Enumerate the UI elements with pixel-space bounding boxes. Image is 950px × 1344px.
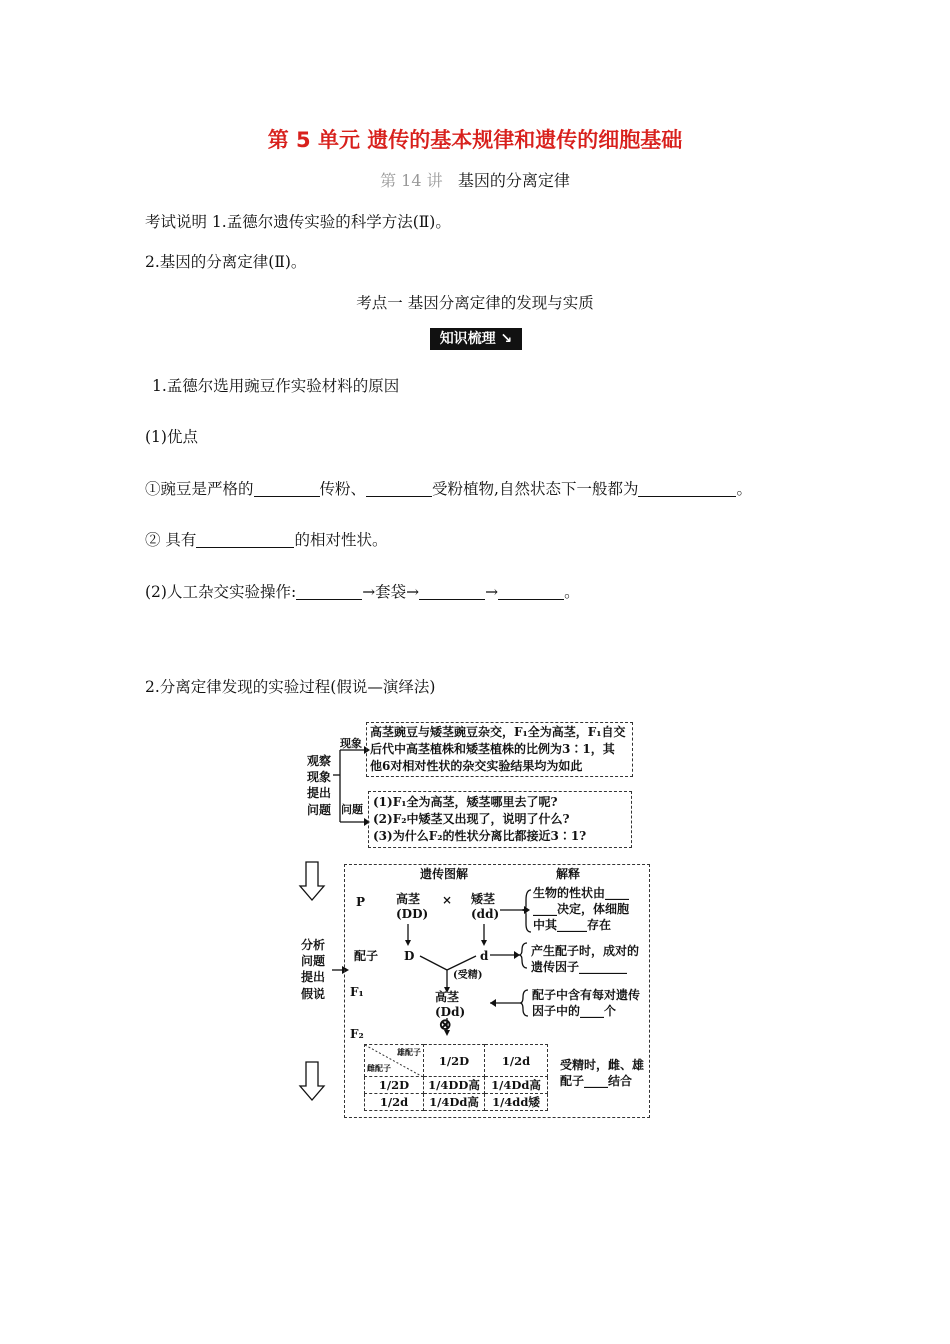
s1-heading: 1.孟德尔选用豌豆作实验材料的原因 — [152, 377, 400, 395]
header-explain: 解释 — [556, 867, 581, 881]
exp4-0: 受精时，雌、雄 — [560, 1058, 645, 1072]
punnett-corner — [365, 1045, 424, 1077]
s2-heading: 2.分离定律发现的实验过程(假说—演绎法) — [145, 678, 436, 696]
observe-1: 现象 — [306, 770, 331, 785]
exp4-1: 配子____结合 — [560, 1074, 633, 1089]
exp3-1: 因子中的____个 — [532, 1004, 617, 1019]
sub2-a: (2)人工杂交实验操作: — [145, 583, 297, 601]
exp2-1: 遗传因子________ — [531, 960, 628, 975]
cross-sign: × — [442, 893, 453, 907]
item1-a: ①豌豆是严格的 — [145, 480, 254, 498]
question-line-1: (2)F₂中矮茎又出现了，说明了什么? — [373, 812, 570, 826]
section-title: 考点一 基因分离定律的发现与实质 — [356, 294, 594, 312]
observe-label — [304, 753, 334, 818]
exp1-2: 中其_____存在 — [533, 918, 612, 933]
question-box — [368, 791, 632, 848]
punnett-square — [364, 1044, 548, 1111]
observe-2: 提出 — [306, 786, 331, 801]
punnett-cell: 1/4DD高 — [424, 1077, 485, 1094]
analyze-2: 提出 — [300, 970, 325, 985]
corner-top: 雄配子 — [397, 1047, 421, 1057]
exp1-0: 生物的性状由____ — [533, 886, 630, 900]
phenomenon-box — [366, 722, 633, 777]
explain-1 — [533, 885, 629, 934]
f1-tall: 高茎 — [435, 990, 460, 1004]
explain-2 — [531, 943, 639, 975]
punnett-row-head: 1/2d — [365, 1094, 424, 1111]
gamete-d-recessive: d — [480, 949, 489, 963]
exp1-1: ____决定，体细胞 — [533, 902, 630, 917]
label-f1: F₁ — [350, 985, 364, 999]
phenomenon-line-2: 他6对相对性状的杂交实验结果均为如此 — [370, 759, 583, 773]
sub2-end: 。 — [564, 583, 580, 601]
punnett-cell: 1/4Dd高 — [485, 1077, 548, 1094]
item1-c: 受粉植物,自然状态下一般都为 — [432, 480, 639, 498]
analyze-3: 假说 — [300, 986, 325, 1001]
tall-geno: (DD) — [396, 907, 429, 921]
unit-title: 第 5 单元 遗传的基本规律和遗传的细胞基础 — [267, 128, 683, 152]
item1-b: 传粉、 — [319, 480, 367, 498]
corner-bottom: 雌配子 — [367, 1063, 391, 1073]
self-cross-icon: ⊗ — [438, 1015, 453, 1035]
phenomenon-line-0: 高茎豌豆与矮茎豌豆杂交，F₁全为高茎，F₁自交 — [370, 725, 626, 739]
question-line-2: (3)为什么F₂的性状分离比都接近3∶1? — [373, 829, 587, 843]
exam-line-2: 2.基因的分离定律(Ⅱ)。 — [145, 253, 307, 271]
observe-3: 问题 — [306, 802, 331, 817]
phenomenon-label: 现象 — [340, 737, 362, 750]
observe-0: 观察 — [306, 754, 331, 768]
exp3-0: 配子中含有每对遗传 — [532, 988, 641, 1002]
explain-3 — [532, 987, 640, 1019]
fertilization-label: (受精) — [453, 970, 483, 981]
punnett-cell: 1/4dd矮 — [485, 1094, 548, 1111]
sub2-arrow2: → — [485, 583, 499, 601]
lecture-number: 第 14 讲 — [380, 171, 443, 190]
knowledge-badge: 知识梳理 ↘ — [430, 328, 522, 350]
question-line-0: (1)F₁全为高茎，矮茎哪里去了呢? — [373, 795, 558, 809]
phenomenon-line-1: 后代中高茎植株和矮茎植株的比例为3∶1，其 — [370, 742, 615, 756]
analyze-label — [298, 937, 328, 1002]
short-parent: 矮茎 — [471, 892, 496, 906]
exam-line-1: 考试说明 1.孟德尔遗传实验的科学方法(Ⅱ)。 — [145, 213, 451, 231]
header-cross: 遗传图解 — [420, 867, 469, 881]
punnett-col-head: 1/2D — [424, 1045, 485, 1077]
punnett-col-head: 1/2d — [485, 1045, 548, 1077]
analyze-1: 问题 — [300, 954, 325, 969]
explain-4 — [560, 1057, 644, 1089]
analyze-0: 分析 — [300, 938, 325, 952]
label-f2: F₂ — [350, 1027, 364, 1041]
item2-b: 的相对性状。 — [294, 531, 388, 549]
punnett-cell: 1/4Dd高 — [424, 1094, 485, 1111]
tall-parent: 高茎 — [396, 892, 421, 906]
item2-a: ② 具有 — [145, 531, 197, 549]
label-p: P — [356, 895, 366, 909]
question-label: 问题 — [341, 803, 363, 816]
f1-geno: (Dd) — [435, 1005, 466, 1019]
sub2-arrow1: →套袋→ — [362, 583, 420, 601]
exp2-0: 产生配子时，成对的 — [531, 944, 640, 958]
s1-sub1: (1)优点 — [145, 428, 198, 446]
short-geno: (dd) — [471, 907, 500, 921]
gamete-d-dominant: D — [404, 949, 415, 963]
gamete-label: 配子 — [354, 949, 379, 963]
item1-d: 。 — [736, 480, 752, 498]
punnett-row-head: 1/2D — [365, 1077, 424, 1094]
lecture-title: 基因的分离定律 — [457, 171, 570, 190]
